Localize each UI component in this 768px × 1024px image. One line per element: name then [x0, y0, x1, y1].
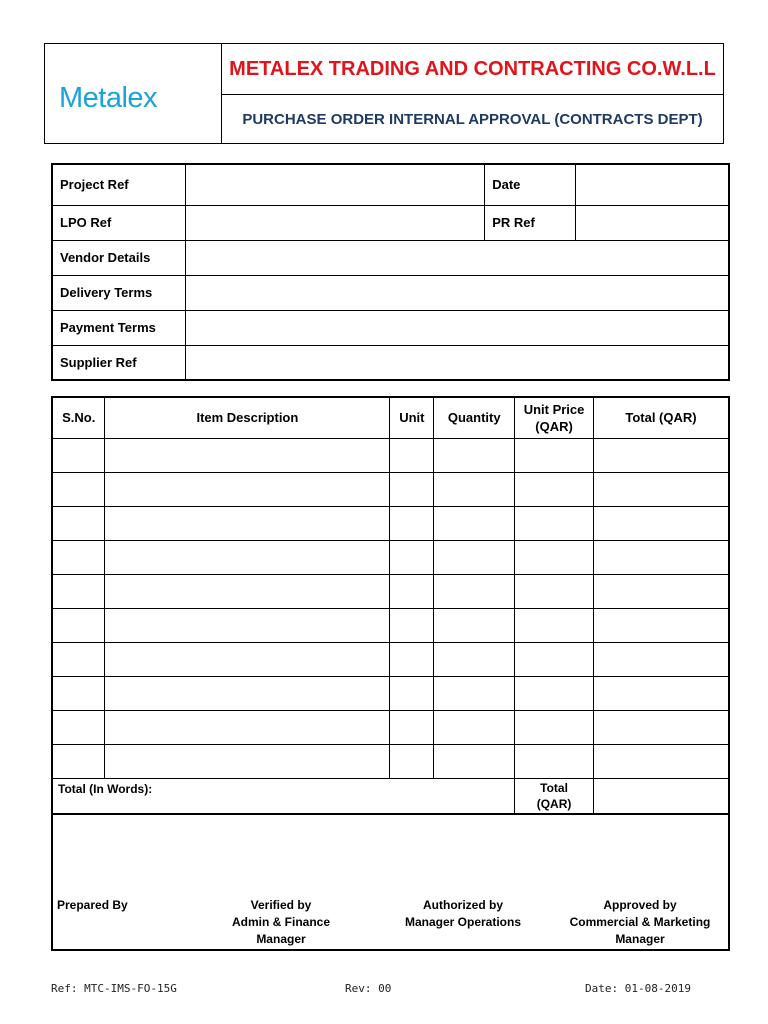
authorized-by-line1: Authorized by — [423, 898, 503, 912]
description-cell[interactable] — [105, 642, 390, 676]
description-cell[interactable] — [105, 608, 390, 642]
unit-cell[interactable] — [390, 574, 434, 608]
description-cell[interactable] — [105, 540, 390, 574]
unit-cell[interactable] — [390, 710, 434, 744]
vendor-details-field[interactable] — [186, 240, 729, 275]
footer-rev: Rev: 00 — [345, 982, 392, 995]
supplier-ref-label: Supplier Ref — [52, 345, 186, 380]
total-cell[interactable] — [593, 540, 729, 574]
unit-price-cell[interactable] — [515, 744, 594, 778]
supplier-ref-field[interactable] — [186, 345, 729, 380]
quantity-cell[interactable] — [434, 574, 515, 608]
date-field[interactable] — [576, 164, 730, 205]
unit-cell[interactable] — [390, 472, 434, 506]
description-cell[interactable] — [105, 472, 390, 506]
metalex-logo — [59, 82, 209, 112]
item-row — [52, 438, 729, 472]
form-title: PURCHASE ORDER INTERNAL APPROVAL (CONTRACTS DEPT) — [242, 110, 703, 128]
quantity-cell[interactable] — [434, 506, 515, 540]
total-in-words-field[interactable] — [52, 778, 515, 814]
unit-cell[interactable] — [390, 676, 434, 710]
unit-price-cell[interactable] — [515, 710, 594, 744]
unit-cell[interactable] — [390, 540, 434, 574]
lpo-ref-field[interactable] — [186, 205, 485, 240]
quantity-cell[interactable] — [434, 744, 515, 778]
sno-cell[interactable] — [52, 642, 105, 676]
totals-row — [52, 778, 729, 814]
approved-by-line1: Approved by — [603, 898, 677, 912]
pr-ref-label: PR Ref — [485, 205, 576, 240]
total-cell[interactable] — [593, 574, 729, 608]
sno-cell[interactable] — [52, 574, 105, 608]
prepared-by-label: Prepared By — [57, 898, 128, 912]
total-cell[interactable] — [593, 438, 729, 472]
item-row — [52, 506, 729, 540]
item-row — [52, 710, 729, 744]
unit-cell[interactable] — [390, 506, 434, 540]
unit-price-cell[interactable] — [515, 472, 594, 506]
logo-text: Metalex — [59, 82, 158, 112]
quantity-cell[interactable] — [434, 676, 515, 710]
unit-cell[interactable] — [390, 744, 434, 778]
col-sno: S.No. — [52, 397, 105, 438]
unit-cell[interactable] — [390, 438, 434, 472]
verified-by-line1: Verified by — [250, 898, 312, 912]
unit-price-cell[interactable] — [515, 574, 594, 608]
signature-section — [51, 814, 730, 951]
footer-ref: Ref: MTC-IMS-FO-15G — [51, 982, 177, 995]
unit-price-cell[interactable] — [515, 438, 594, 472]
quantity-cell[interactable] — [434, 710, 515, 744]
approved-by-line3: Manager — [615, 932, 665, 946]
total-cell[interactable] — [593, 676, 729, 710]
approved-by — [555, 897, 725, 948]
quantity-cell[interactable] — [434, 608, 515, 642]
total-cell[interactable] — [593, 710, 729, 744]
unit-price-cell[interactable] — [515, 608, 594, 642]
payment-terms-label: Payment Terms — [52, 310, 186, 345]
payment-terms-field[interactable] — [186, 310, 729, 345]
project-ref-label: Project Ref — [52, 164, 186, 205]
unit-price-cell[interactable] — [515, 506, 594, 540]
form-header — [44, 43, 724, 144]
vendor-details-label: Vendor Details — [52, 240, 186, 275]
col-quantity: Quantity — [434, 397, 515, 438]
unit-cell[interactable] — [390, 608, 434, 642]
project-ref-field[interactable] — [186, 164, 485, 205]
total-in-words-label: Total (In Words): — [58, 781, 153, 796]
unit-price-cell[interactable] — [515, 676, 594, 710]
quantity-cell[interactable] — [434, 642, 515, 676]
item-row — [52, 676, 729, 710]
total-qar-label-line1: Total — [540, 780, 568, 795]
sno-cell[interactable] — [52, 438, 105, 472]
col-unit-price — [515, 397, 594, 438]
item-row — [52, 642, 729, 676]
items-table — [51, 396, 730, 815]
authorized-by-line2: Manager Operations — [404, 915, 522, 929]
description-cell[interactable] — [105, 438, 390, 472]
col-unit-price-line1: Unit Price — [523, 401, 585, 417]
item-row — [52, 744, 729, 778]
delivery-terms-field[interactable] — [186, 275, 729, 310]
quantity-cell[interactable] — [434, 438, 515, 472]
item-row — [52, 608, 729, 642]
unit-price-cell[interactable] — [515, 642, 594, 676]
pr-ref-field[interactable] — [576, 205, 730, 240]
verified-by-line3: Manager — [256, 932, 306, 946]
quantity-cell[interactable] — [434, 540, 515, 574]
footer-date: Date: 01-08-2019 — [585, 982, 691, 995]
total-cell[interactable] — [593, 608, 729, 642]
total-cell[interactable] — [593, 744, 729, 778]
sno-cell[interactable] — [52, 608, 105, 642]
quantity-cell[interactable] — [434, 472, 515, 506]
sno-cell[interactable] — [52, 676, 105, 710]
company-name: METALEX TRADING AND CONTRACTING CO.W.L.L — [222, 44, 723, 95]
col-description: Item Description — [105, 397, 390, 438]
sno-cell[interactable] — [52, 710, 105, 744]
verified-by-line2: Admin & Finance — [231, 915, 330, 929]
date-label: Date — [485, 164, 576, 205]
item-row — [52, 574, 729, 608]
sno-cell[interactable] — [52, 506, 105, 540]
description-cell[interactable] — [105, 676, 390, 710]
verified-by — [211, 897, 351, 948]
description-cell[interactable] — [105, 710, 390, 744]
grand-total-field[interactable] — [593, 778, 729, 814]
delivery-terms-label: Delivery Terms — [52, 275, 186, 310]
total-cell[interactable] — [593, 506, 729, 540]
sno-cell[interactable] — [52, 744, 105, 778]
prepared-by — [57, 897, 128, 914]
total-cell[interactable] — [593, 642, 729, 676]
col-total: Total (QAR) — [593, 397, 729, 438]
lpo-ref-label: LPO Ref — [52, 205, 186, 240]
col-unit: Unit — [390, 397, 434, 438]
total-cell[interactable] — [593, 472, 729, 506]
sno-cell[interactable] — [52, 540, 105, 574]
col-unit-price-line2: (QAR) — [535, 418, 573, 434]
total-qar-label-line2: (QAR) — [536, 796, 572, 811]
unit-price-cell[interactable] — [515, 540, 594, 574]
description-cell[interactable] — [105, 744, 390, 778]
total-qar-label — [515, 778, 594, 814]
unit-cell[interactable] — [390, 642, 434, 676]
authorized-by — [388, 897, 538, 931]
sno-cell[interactable] — [52, 472, 105, 506]
order-info-table — [51, 163, 730, 381]
item-row — [52, 540, 729, 574]
logo-cell — [45, 44, 222, 143]
item-row — [52, 472, 729, 506]
description-cell[interactable] — [105, 506, 390, 540]
approved-by-line2: Commercial & Marketing — [569, 915, 711, 929]
description-cell[interactable] — [105, 574, 390, 608]
